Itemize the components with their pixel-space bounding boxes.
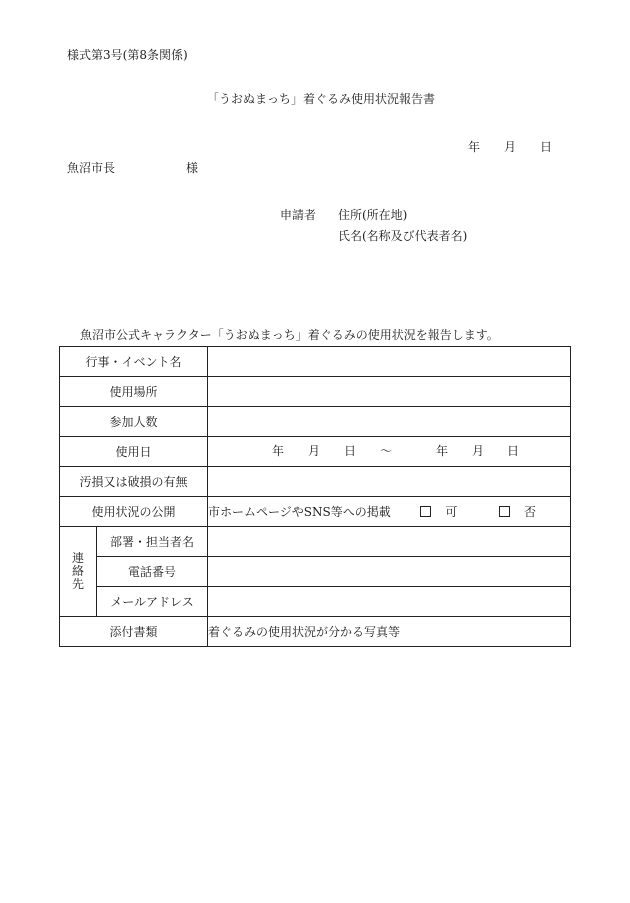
phone-label: 電話番号 <box>97 557 208 587</box>
start-day-label: 日 <box>344 444 357 458</box>
usage-date-field[interactable] <box>208 437 571 467</box>
location-field[interactable] <box>208 377 571 407</box>
date-range-separator: 〜 <box>380 444 393 458</box>
damage-label: 汚損又は破損の有無 <box>60 467 208 497</box>
end-month-label: 月 <box>472 444 485 458</box>
participants-label: 参加人数 <box>60 407 208 437</box>
publication-label: 使用状況の公開 <box>60 497 208 527</box>
publication-field <box>208 497 571 527</box>
publication-no-checkbox[interactable] <box>499 506 510 517</box>
intro-text: 魚沼市公式キャラクター「うおぬまっち」着ぐるみの使用状況を報告します。 <box>80 328 499 342</box>
attachment-label: 添付書類 <box>60 617 208 647</box>
table-row <box>60 587 571 617</box>
date-year-label: 年 <box>468 140 481 154</box>
usage-date-label: 使用日 <box>60 437 208 467</box>
table-row <box>60 617 571 647</box>
publication-text: 市ホームページやSNS等への掲載 <box>208 504 391 519</box>
event-name-field[interactable] <box>208 347 571 377</box>
location-label: 使用場所 <box>60 377 208 407</box>
table-row <box>60 467 571 497</box>
table-row <box>60 497 571 527</box>
event-name-label: 行事・イベント名 <box>60 347 208 377</box>
publication-yes-label: 可 <box>445 504 458 519</box>
end-year-label: 年 <box>436 444 449 458</box>
department-label: 部署・担当者名 <box>97 527 208 557</box>
contact-label-cell <box>60 527 97 617</box>
applicant-label: 申請者 <box>280 208 317 222</box>
applicant-address-label: 住所(所在地) <box>338 208 408 222</box>
damage-field[interactable] <box>208 467 571 497</box>
end-day-label: 日 <box>507 444 520 458</box>
table-row <box>60 377 571 407</box>
phone-field[interactable] <box>208 557 571 587</box>
table-row <box>60 347 571 377</box>
publication-yes-checkbox[interactable] <box>420 506 431 517</box>
email-label: メールアドレス <box>97 587 208 617</box>
table-row <box>60 557 571 587</box>
department-field[interactable] <box>208 527 571 557</box>
date-day-label: 日 <box>540 140 553 154</box>
table-row <box>60 407 571 437</box>
addressee-name: 魚沼市長 <box>67 161 116 175</box>
start-month-label: 月 <box>308 444 321 458</box>
attachment-text: 着ぐるみの使用状況が分かる写真等 <box>208 617 571 647</box>
addressee-honorific: 様 <box>186 161 199 175</box>
email-field[interactable] <box>208 587 571 617</box>
report-table <box>59 346 571 647</box>
start-year-label: 年 <box>272 444 285 458</box>
date-month-label: 月 <box>504 140 517 154</box>
contact-label: 連絡先 <box>71 551 84 591</box>
document-title: 「うおぬまっち」着ぐるみ使用状況報告書 <box>207 92 436 106</box>
applicant-name-label: 氏名(名称及び代表者名) <box>338 229 468 243</box>
publication-no-label: 否 <box>524 504 537 519</box>
form-number: 様式第3号(第8条関係) <box>67 48 188 62</box>
table-row <box>60 527 571 557</box>
participants-field[interactable] <box>208 407 571 437</box>
table-row <box>60 437 571 467</box>
